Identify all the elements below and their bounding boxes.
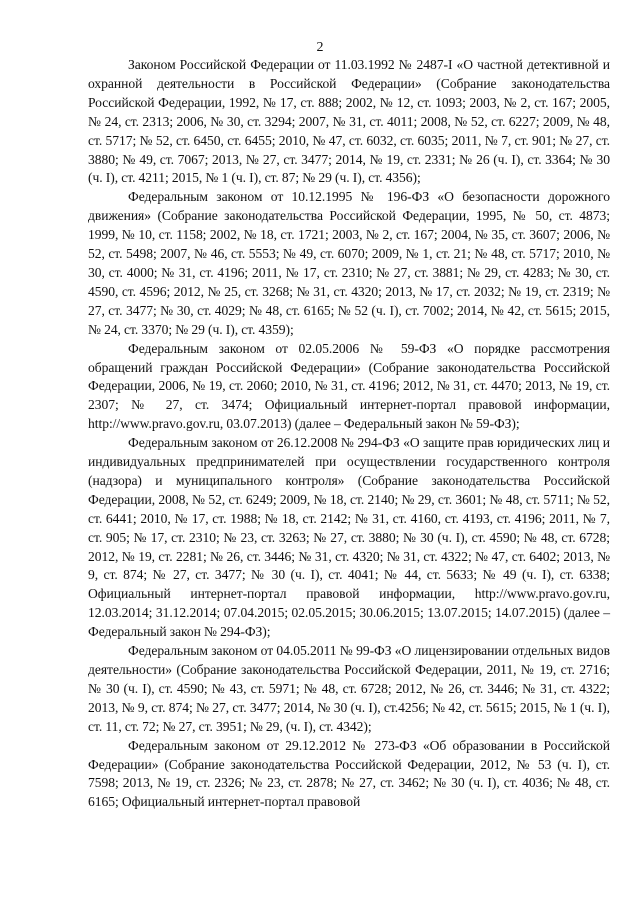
paragraph-law-294-fz: Федеральным законом от 26.12.2008 № 294-ФЗ «О защите прав юридических лиц и индивидуальных предпринимателей при осуществлении государственного контроля (надзора) и муниципального контроля» (Собрание законодательства Российской Федерации, 2008, № 52, ст. 6249; 2009, № 18, ст. 2140; № 29, ст. 3601; № 48, ст. 5711; № 52, ст. 6441; 2010, № 17, ст. 1988; № 18, ст. 2142; № 31, ст. 4160, ст. 4193, ст. 4196; 2011, № 7, ст. 905; № 17, ст. 2310; № 23, ст. 3263; № 27, ст. 3880; № 30 (ч. I), ст. 4590; № 48, ст. 6728; 2012, № 19, ст. 2281; № 26, ст. 3446; № 31, ст. 4320; № 31, ст. 4322; № 47, ст. 6402; 2013, № 9, ст. 874; № 27, ст. 3477; № 30 (ч. I), ст. 4041; № 44, ст. 5633; № 49 (ч. I), ст. 6338; Официальный интернет-портал правовой информации, http://www.pravo.gov.ru, 12.03.2014; 31.12.2014; 07.04.2015; 02.05.2015; 30.06.2015; 13.07.2015; 14.07.2015) (далее – Федеральный закон № 294-ФЗ); [88,435,610,640]
paragraph-law-273-fz: Федеральным законом от 29.12.2012 № 273-ФЗ «Об образовании в Российской Федерации» (Собрание законодательства Российской Федерации, 2012, № 53 (ч. I), ст. 7598; 2013, № 19, ст. 2326; № 23, ст. 2878; № 27, ст. 3462; № 30 (ч. I), ст. 4036; № 48, ст. 6165; Официальный интернет-портал правовой [88,737,610,810]
paragraph-law-99-fz: Федеральным законом от 04.05.2011 № 99-ФЗ «О лицензировании отдельных видов деятельности» (Собрание законодательства Российской Федерации, 2011, № 19, ст. 2716; № 30 (ч. I), ст. 4590; № 43, ст. 5971; № 48, ст. 6728; 2012, № 26, ст. 3446; № 31, ст. 4322; 2013, № 9, ст. 874; № 27, ст. 3477; 2014, № 30 (ч. I), ст.4256; № 42, ст. 5615; 2015, № 1 (ч. I), ст. 11, ст. 72; № 27, ст. 3951; № 29, (ч. I), ст. 4342); [88,643,610,734]
paragraph-law-59-fz: Федеральным законом от 02.05.2006 № 59-ФЗ «О порядке рассмотрения обращений граждан Российской Федерации» (Собрание законодательства Российской Федерации, 2006, № 19, ст. 2060; 2010, № 31, ст. 4196; 2012, № 31, ст. 4470; 2013, № 19, ст. 2307; № 27, ст. 3474; Официальный интернет-портал правовой информации, http://www.pravo.gov.ru, 03.07.2013) (далее – Федеральный закон № 59-ФЗ); [88,340,610,432]
page-number: 2 [316,40,324,55]
paragraph-law-196-fz: Федеральным законом от 10.12.1995 № 196-ФЗ «О безопасности дорожного движения» (Собрание законодательства Российской Федерации, 1995, № 50, ст. 4873; 1999, № 10, ст. 1158; 2002, № 18, ст. 1721; 2003, № 2, ст. 167; 2004, № 35, ст. 3607; 2006, № 52, ст. 5498; 2007, № 46, ст. 5553; № 49, ст. 6070; 2009, № 1, ст. 21; № 48, ст. 5717; 2010, № 30, ст. 4000; № 31, ст. 4196; 2011, № 17, ст. 2310; № 27, ст. 3881; № 29, ст. 4283; № 30, ст. 4590, ст. 4596; 2012, № 25, ст. 3268; № 31, ст. 4320; 2013, № 17, ст. 2032; № 19, ст. 2319; № 27, ст. 3477; № 30, ст. 4029; № 48, ст. 6165; № 52 (ч. I), ст. 7002; 2014, № 42, ст. 5615; 2015, № 24, ст. 3370; № 29 (ч. I), ст. 4359); [88,189,610,337]
paragraph-law-2487-1: Законом Российской Федерации от 11.03.1992 № 2487-I «О частной детективной и охранной деятельности в Российской Федерации» (Собрание законодательства Российской Федерации, 1992, № 17, ст. 888; 2002, № 12, ст. 1093; 2003, № 2, ст. 167; 2005, № 24, ст. 2313; 2006, № 30, ст. 3294; 2007, № 31, ст. 4011; 2008, № 52, ст. 6227; 2009, № 48, ст. 5717; № 52, ст. 6450, ст. 6455; 2010, № 47, ст. 6032, ст. 6035; 2011, № 7, ст. 901; № 27, ст. 3880; № 49, ст. 7067; 2013, № 27, ст. 3477; 2014, № 19, ст. 2331; № 26 (ч. I), ст. 3364; № 30 (ч. I), ст. 4211; 2015, № 1 (ч. I), ст. 87; № 29 (ч. I), ст. 4356); [88,57,610,186]
document-body [88,56,610,812]
